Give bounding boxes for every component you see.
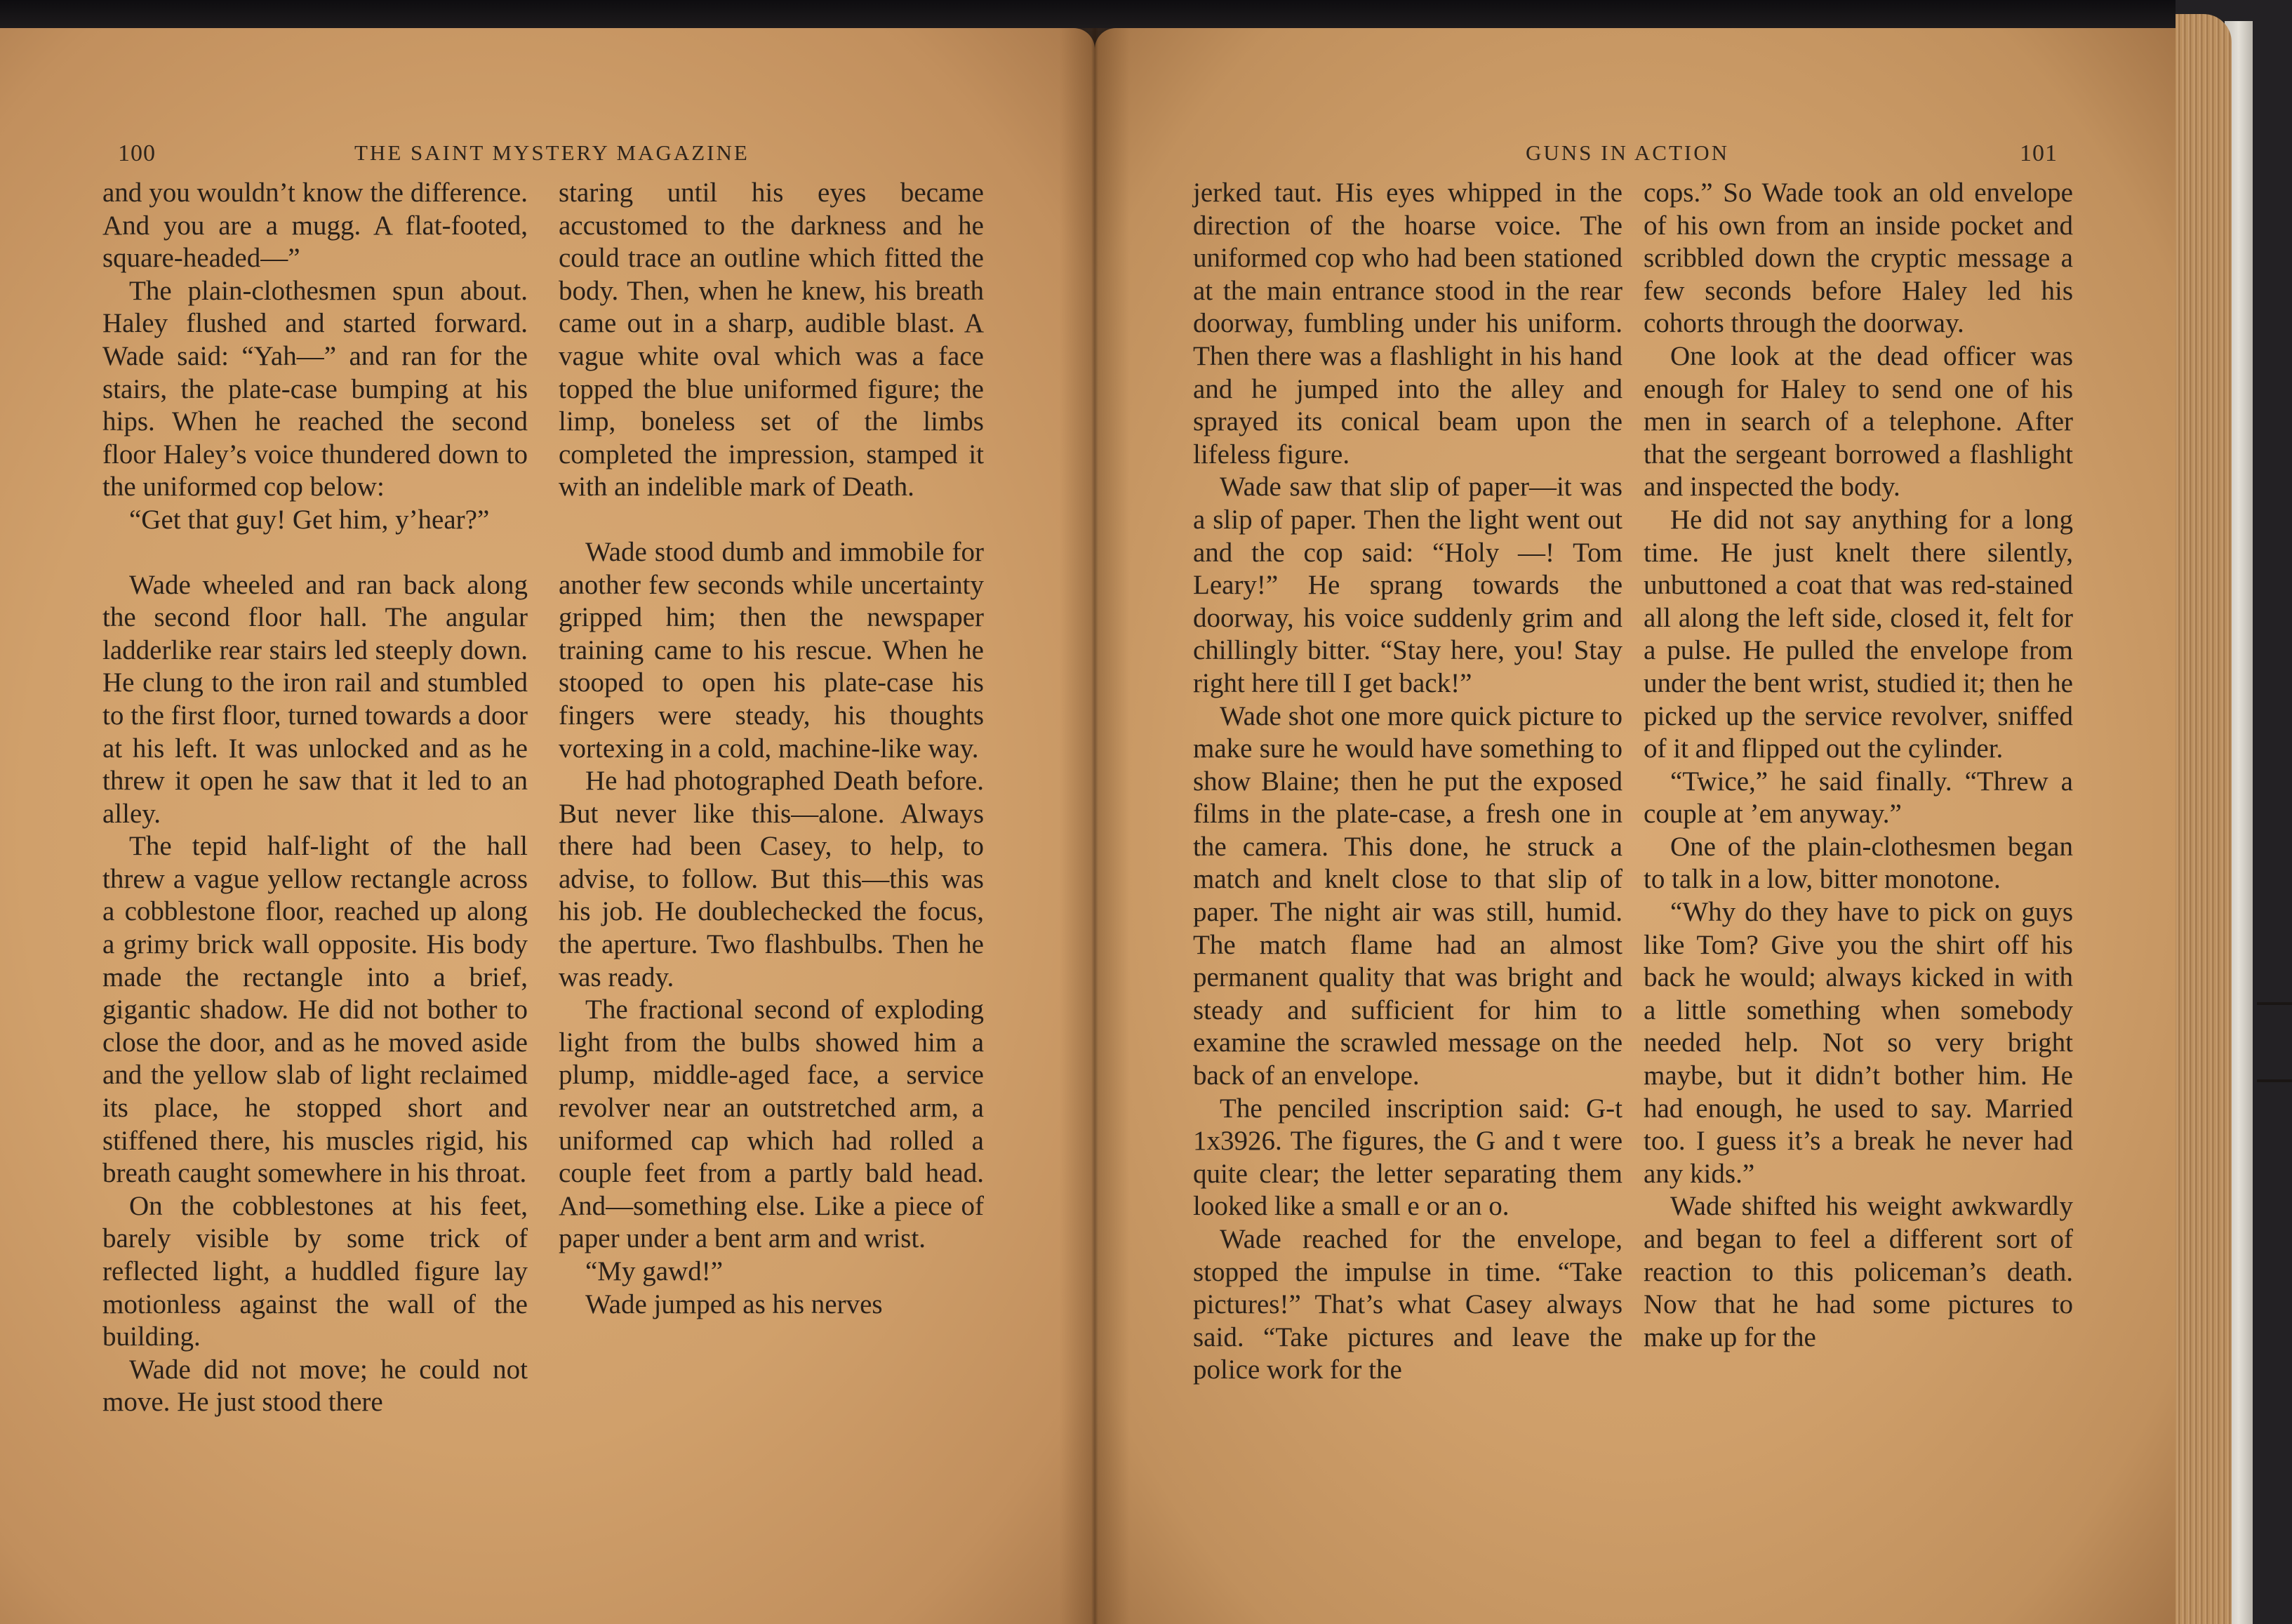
paragraph: He did not say anything for a long time. He just knelt there silently, unbuttoned a coat that was red-stained all along the left side, closed it, felt for a pulse. He pulled the envelope from under the bent wrist, studied it; then he picked up the service revolver, sniffed of it and flipped out the cylinder. (1644, 504, 2073, 764)
paragraph: “My gawd!” (585, 1256, 724, 1286)
paragraph: “Twice,” he said finally. “Threw a couple at ’em anyway.” (1644, 766, 2073, 830)
paragraph: Wade did not move; he could not move. He just stood there (102, 1354, 528, 1418)
paragraph: One look at the dead officer was enough for Haley to send one of his men in search of a telephone. After that the sergeant borrowed a flashlight and inspected the body. (1644, 340, 2073, 502)
right-page-number: 101 (2020, 140, 2058, 166)
page-edges (2176, 14, 2232, 1624)
paragraph: The fractional second of exploding light from the bulbs showed him a plump, middle-aged face, a service revolver near an outstretched arm, a uniformed cap which had rolled a couple feet from a partly bald head. And—something else. Like a piece of paper under a bent arm and wrist. (559, 994, 984, 1254)
left-running-head: THE SAINT MYSTERY MAGAZINE (354, 140, 749, 165)
paragraph: Wade wheeled and ran back along the second floor hall. The angular ladderlike rear stairs led steeply down. He clung to the iron rail and stumbled to the first floor, turned towards a door at his left. It was unlocked and as he threw it open he saw that it led to an alley. (102, 569, 528, 829)
left-column-1 (102, 177, 528, 1419)
paragraph: Wade shot one more quick picture to make sure he would have something to show Blaine; then he put the exposed films in the plate-case, a fresh one in the camera. This done, he struck a match and knelt close to that slip of paper. The night air was still, humid. The match flame had an almost permanent quality that was bright and steady and sufficient for him to examine the scrawled message on the back of an envelope. (1193, 700, 1623, 1091)
paragraph: cops.” So Wade took an old envelope of his own from an inside pocket and scribbled down the cryptic message a few seconds before Haley led his cohorts through the doorway. (1644, 178, 2073, 339)
left-page (0, 28, 1095, 1624)
paragraph: Wade saw that slip of paper—it was a slip of paper. Then the light went out and the cop said: “Holy —! Tom Leary!” He sprang towards the doorway, his voice suddenly grim and chillingly bitter. “Stay here, you! Stay right here till I get back!” (1193, 472, 1623, 698)
background-top (0, 0, 2292, 31)
paragraph: and you wouldn’t know the difference. And you are a mugg. A flat-footed, square-headed—” (102, 178, 528, 274)
book-gutter (1060, 28, 1130, 1624)
paragraph: The tepid half-light of the hall threw a vague yellow rectangle across a cobblestone floor, reached up along a grimy brick wall opposite. His body made the rectangle into a brief, gigantic shadow. He did not bother to close the door, and as he moved aside and the yellow slab of light reclaimed its place, he stopped short and stiffened there, his muscles rigid, his breath caught somewhere in his throat. (102, 831, 528, 1189)
paragraph: “Get that guy! Get him, y’hear?” (129, 504, 490, 535)
paragraph: Wade reached for the envelope, stopped the impulse in time. “Take pictures!” That’s what Casey always said. “Take pictures and leave the police work for the (1193, 1224, 1623, 1385)
paragraph: jerked taut. His eyes whipped in the direction of the hoarse voice. The uniformed cop who had been stationed at the main entrance stood in the rear doorway, fumbling under his uniform. Then there was a flashlight in his hand and he jumped into the alley and sprayed its conical beam upon the lifeless figure. (1193, 178, 1623, 470)
left-page-number: 100 (118, 140, 156, 166)
edge-mark (2257, 1002, 2292, 1005)
paragraph: Wade jumped as his nerves (585, 1289, 883, 1319)
paragraph: Wade stood dumb and immobile for another few seconds while uncertainty gripped him; then the newspaper training came to his rescue. When he stooped to open his plate-case his fingers were steady, his thoughts vortexing in a cold, machine-like way. (559, 536, 984, 764)
right-running-head: GUNS IN ACTION (1526, 140, 1729, 165)
paragraph: “Why do they have to pick on guys like Tom? Give you the shirt off his back he would; always kicked in with a little something when somebody needed help. Not so very bright maybe, but it didn’t bother him. He had enough, he used to say. Married too. I guess it’s a break he never had any kids.” (1644, 897, 2073, 1189)
paragraph: staring until his eyes became accustomed to the darkness and he could trace an outline which fitted the body. Then, when he knew, his breath came out in a sharp, audible blast. A vague white oval which was a face topped the blue uniformed figure; the limp, boneless set of the limbs completed the impression, stamped it with an indelible mark of Death. (559, 178, 984, 502)
right-column-2 (1644, 177, 2073, 1354)
right-page (1095, 28, 2176, 1624)
edge-mark (2257, 1079, 2292, 1082)
right-column-1 (1193, 177, 1623, 1387)
left-column-2 (559, 177, 984, 1321)
paragraph: Wade shifted his weight awkwardly and began to feel a different sort of reaction to this policeman’s death. Now that he had some pictures to make up for the (1644, 1191, 2073, 1352)
paragraph: On the cobblestones at his feet, barely visible by some trick of reflected light, a huddled figure lay motionless against the wall of the building. (102, 1190, 528, 1352)
paragraph: The plain-clothesmen spun about. Haley flushed and started forward. Wade said: “Yah—” and ran for the stairs, the plate-case bumping at his hips. When he reached the second floor Haley’s voice thundered down to the uniformed cop below: (102, 275, 528, 502)
paragraph: The penciled inscription said: G-t 1x3926. The figures, the G and t were quite clear; the letter separating them looked like a small e or an o. (1193, 1093, 1623, 1222)
paragraph: He had photographed Death before. But never like this—alone. Always there had been Casey, to help, to advise, to follow. But this—this was his job. He doublechecked the focus, the aperture. Two flashbulbs. Then he was ready. (559, 766, 984, 992)
paragraph: One of the plain-clothesmen began to talk in a low, bitter monotone. (1644, 831, 2073, 895)
